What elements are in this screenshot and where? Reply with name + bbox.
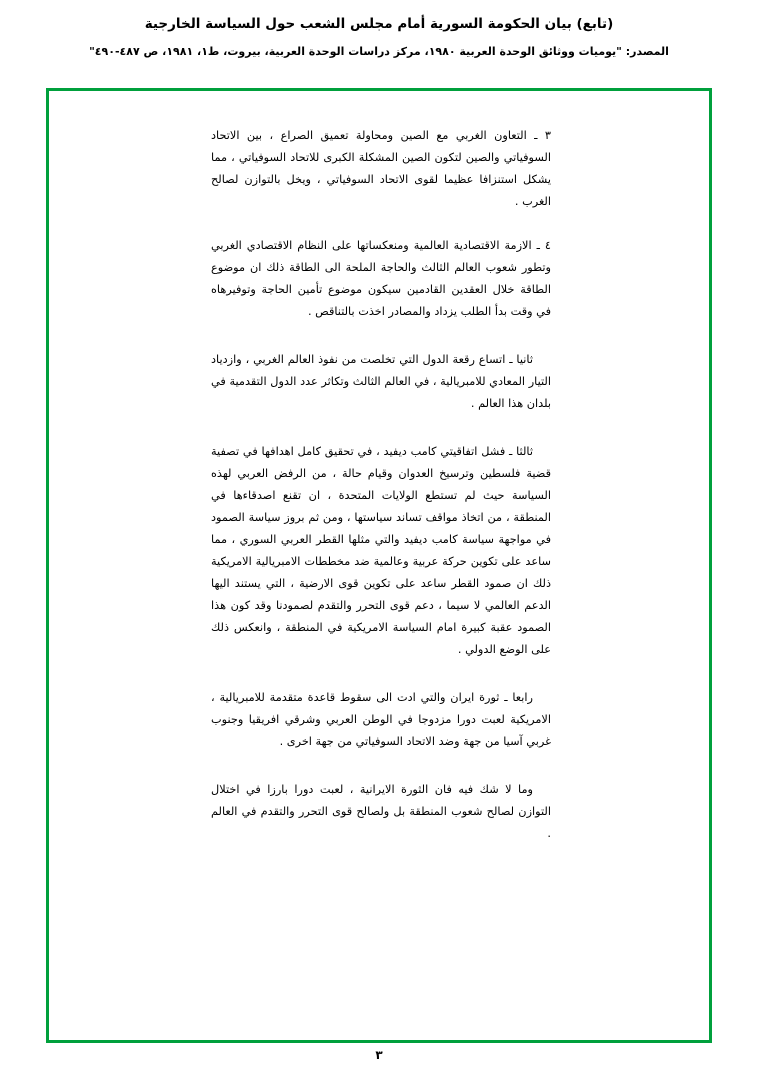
paragraph-item-fourth: رابعا ـ ثورة ايران والتي ادت الى سقوط قاعدة متقدمة للامبريالية ، الامريكية لعبت دورا مزدوجا في الوطن العربي وشرقي افريقيا وجنوب غربي آسيا من جهة وضد الاتحاد السوفياتي من جهة اخرى . <box>211 691 551 749</box>
source-line: المصدر: "يوميات ووثائق الوحدة العربية ١٩٨٠، مركز دراسات الوحدة العربية، بيروت، ط١، ١٩٨١، ص ٤٨٧-٤٩٠" <box>89 45 669 59</box>
paragraph-item-fifth: وما لا شك فيه فان الثورة الايرانية ، لعبت دورا بارزا في اختلال التوازن لصالح شعوب المنطقة بل ولصالح قوى التحرر والتقدم في العالم . <box>211 783 551 841</box>
page-title: (تابع) بيان الحكومة السورية أمام مجلس الشعب حول السياسة الخارجية <box>144 16 614 32</box>
document-body <box>211 125 551 861</box>
paragraph-item-second: ثانيا ـ اتساع رقعة الدول التي تخلصت من نفوذ العالم الغربي ، وازدياد التيار المعادي للامبريالية ، في العالم الثالث وتكاثر عدد الدول التقدمية في بلدان هذا العالم . <box>211 353 551 411</box>
content-frame <box>46 88 712 1043</box>
page-number: ٣ <box>375 1048 383 1062</box>
paragraph-item-3: ٣ ـ التعاون الغربي مع الصين ومحاولة تعميق الصراع ، بين الاتحاد السوفياتي والصين لتكون الصين المشكلة الكبرى للاتحاد السوفياتي ، مما يشكل استنزافا عظيما لقوى الاتحاد السوفياتي ، ويخل بالتوازن لصالح الغرب . <box>211 129 551 209</box>
paragraph-item-4: ٤ ـ الازمة الاقتصادية العالمية ومنعكساتها على النظام الاقتصادي الغربي وتطور شعوب العالم الثالث والحاجة الملحة الى الطاقة ذلك ان موضوع الطاقة خلال العقدين القادمين سيكون موضوع تأمين الحاجة وتوفيرهاه في وقت بدأ الطلب يزداد والمصادر اخذت بالتناقص . <box>211 239 551 319</box>
paragraph-item-third: ثالثا ـ فشل اتفاقيتي كامب ديفيد ، في تحقيق كامل اهدافها في تصفية قضية فلسطين وترسيخ العدوان وقيام حالة ، من الرفض العربي لهذه السياسة حيث لم تستطع الولايات المتحدة ، ان تقنع اصدقاءها في المنطقة ، من اتخاذ مواقف تساند سياستها ، ومن ثم بروز سياسة الصمود في مواجهة سياسة كامب ديفيد والتي مثلها القطر العربي السوري ، مما ساعد على تكوين حركة عربية وعالمية ضد مخططات الامبريالية الامريكية ذلك ان صمود القطر ساعد على تكوين قوى الارضية ، التي يستند اليها الدعم العالمي لا سيما ، دعم قوى التحرر والتقدم لصمودنا وقد كون هذا الصمود عقبة كبيرة امام السياسة الامريكية في المنطقة ، وانعكس ذلك على الوضع الدولي . <box>211 445 551 657</box>
page-header <box>0 0 758 61</box>
